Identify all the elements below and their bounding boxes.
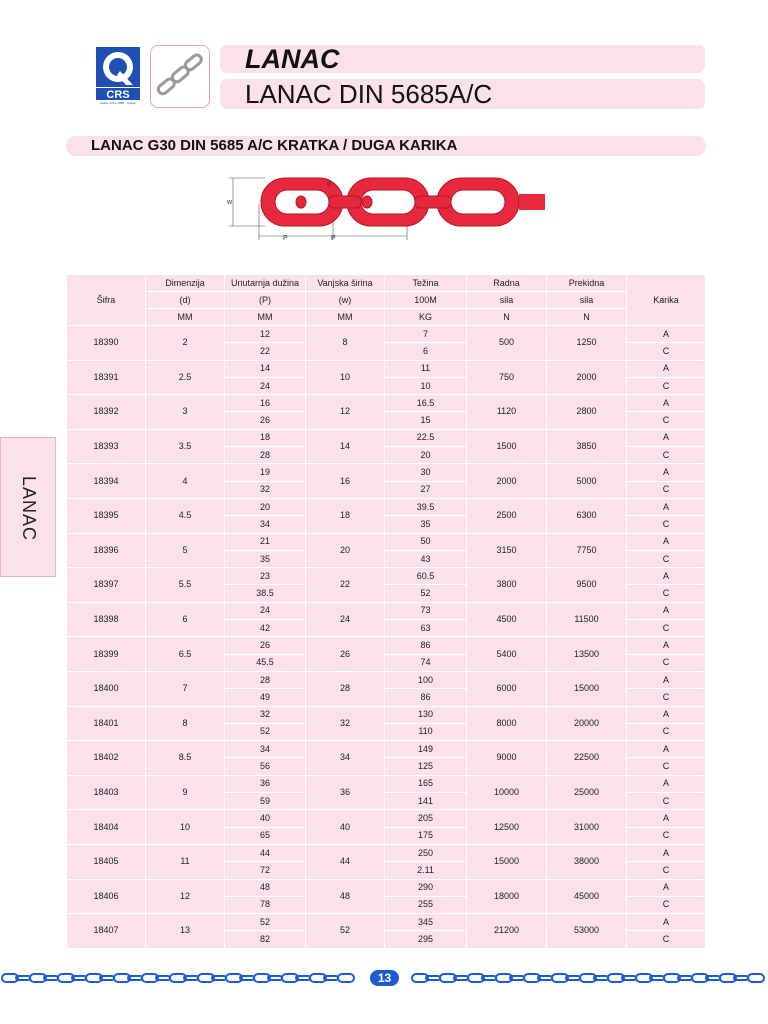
- cell-sifra: 18394: [67, 464, 146, 499]
- cell-dimenzija: 3.5: [146, 429, 225, 464]
- cell-karika: A: [627, 602, 706, 619]
- cell-unutarnja-duzina: 44: [225, 844, 306, 861]
- cell-tezina: 50: [385, 533, 467, 550]
- cell-sifra: 18398: [67, 602, 146, 637]
- header-karika: Karika: [627, 275, 706, 326]
- cell-unutarnja-duzina: 78: [225, 896, 306, 913]
- cell-karika: A: [627, 879, 706, 896]
- table-row: [67, 395, 706, 412]
- cell-sifra: 18401: [67, 706, 146, 741]
- cell-prekidna-sila: 38000: [547, 844, 627, 879]
- cell-sifra: 18393: [67, 429, 146, 464]
- header-row: [67, 275, 706, 292]
- cell-tezina: 86: [385, 637, 467, 654]
- cell-unutarnja-duzina: 38.5: [225, 585, 306, 602]
- cell-unutarnja-duzina: 65: [225, 827, 306, 844]
- cell-dimenzija: 5: [146, 533, 225, 568]
- cell-prekidna-sila: 15000: [547, 671, 627, 706]
- cell-prekidna-sila: 22500: [547, 741, 627, 776]
- cell-karika: A: [627, 360, 706, 377]
- cell-dimenzija: 4.5: [146, 498, 225, 533]
- cell-sifra: 18399: [67, 637, 146, 672]
- cell-unutarnja-duzina: 49: [225, 689, 306, 706]
- cell-karika: A: [627, 429, 706, 446]
- cell-karika: A: [627, 810, 706, 827]
- cell-sifra: 18397: [67, 568, 146, 603]
- cell-vanjska-sirina: 34: [306, 741, 385, 776]
- cell-vanjska-sirina: 12: [306, 395, 385, 430]
- cell-prekidna-sila: 45000: [547, 879, 627, 914]
- cell-prekidna-sila: 9500: [547, 568, 627, 603]
- cell-radna-sila: 8000: [467, 706, 547, 741]
- cell-vanjska-sirina: 8: [306, 326, 385, 361]
- cell-karika: A: [627, 464, 706, 481]
- cell-vanjska-sirina: 10: [306, 360, 385, 395]
- cell-vanjska-sirina: 26: [306, 637, 385, 672]
- cell-tezina: 130: [385, 706, 467, 723]
- header-cell: MM: [306, 309, 385, 326]
- diagram-label-p2: P: [331, 235, 336, 242]
- table-row: [67, 637, 706, 654]
- cell-dimenzija: 11: [146, 844, 225, 879]
- cell-karika: A: [627, 844, 706, 861]
- chain-link: [748, 974, 764, 982]
- header-cell: (w): [306, 292, 385, 309]
- table-row: [67, 671, 706, 688]
- table-row: [67, 706, 706, 723]
- cell-unutarnja-duzina: 20: [225, 498, 306, 515]
- logo-brand-text: CRS: [106, 89, 130, 101]
- cell-unutarnja-duzina: 34: [225, 741, 306, 758]
- header-cell: Unutarnja dužina: [225, 275, 306, 292]
- chain-link: [338, 974, 354, 982]
- table-row: [67, 326, 706, 343]
- cell-sifra: 18395: [67, 498, 146, 533]
- cell-unutarnja-duzina: 35: [225, 550, 306, 567]
- cell-radna-sila: 3800: [467, 568, 547, 603]
- cell-unutarnja-duzina: 12: [225, 326, 306, 343]
- table-row: [67, 498, 706, 515]
- cell-radna-sila: 10000: [467, 775, 547, 810]
- logo-tagline: quality since 1986 · zagreb: [100, 101, 136, 105]
- cell-vanjska-sirina: 18: [306, 498, 385, 533]
- cell-sifra: 18396: [67, 533, 146, 568]
- cell-unutarnja-duzina: 21: [225, 533, 306, 550]
- diagram-label-p1: P: [283, 235, 288, 242]
- cell-prekidna-sila: 31000: [547, 810, 627, 845]
- cell-prekidna-sila: 7750: [547, 533, 627, 568]
- cell-tezina: 16.5: [385, 395, 467, 412]
- cell-unutarnja-duzina: 32: [225, 706, 306, 723]
- cell-unutarnja-duzina: 28: [225, 671, 306, 688]
- cell-prekidna-sila: 2000: [547, 360, 627, 395]
- chain-thumbnail: [150, 45, 210, 108]
- table-row: [67, 775, 706, 792]
- cell-karika: C: [627, 758, 706, 775]
- page-number: 13: [370, 970, 399, 986]
- cell-karika: C: [627, 516, 706, 533]
- cell-dimenzija: 6: [146, 602, 225, 637]
- cell-karika: C: [627, 550, 706, 567]
- chain-icon: [151, 46, 209, 107]
- cell-unutarnja-duzina: 24: [225, 377, 306, 394]
- header-cell: KG: [385, 309, 467, 326]
- header-cell: N: [547, 309, 627, 326]
- cell-karika: C: [627, 793, 706, 810]
- cell-tezina: 255: [385, 896, 467, 913]
- cell-prekidna-sila: 53000: [547, 914, 627, 949]
- cell-unutarnja-duzina: 34: [225, 516, 306, 533]
- cell-karika: C: [627, 481, 706, 498]
- cell-unutarnja-duzina: 28: [225, 447, 306, 464]
- cell-vanjska-sirina: 16: [306, 464, 385, 499]
- header-row: [67, 292, 706, 309]
- side-tab-label: LANAC: [19, 476, 39, 542]
- cell-unutarnja-duzina: 40: [225, 810, 306, 827]
- page-title: LANAC: [245, 44, 340, 74]
- cell-karika: C: [627, 723, 706, 740]
- cell-karika: C: [627, 377, 706, 394]
- cell-karika: C: [627, 412, 706, 429]
- cell-tezina: 43: [385, 550, 467, 567]
- cell-karika: A: [627, 533, 706, 550]
- cell-karika: C: [627, 447, 706, 464]
- cell-karika: C: [627, 620, 706, 637]
- chain-diagram: [225, 168, 545, 246]
- cell-tezina: 10: [385, 377, 467, 394]
- cell-unutarnja-duzina: 36: [225, 775, 306, 792]
- cell-karika: A: [627, 914, 706, 931]
- cell-unutarnja-duzina: 24: [225, 602, 306, 619]
- cell-karika: C: [627, 654, 706, 671]
- cell-karika: C: [627, 343, 706, 360]
- cell-radna-sila: 2500: [467, 498, 547, 533]
- header-cell: (P): [225, 292, 306, 309]
- cell-tezina: 74: [385, 654, 467, 671]
- footer-chain-right: [410, 970, 768, 986]
- cell-dimenzija: 10: [146, 810, 225, 845]
- cell-tezina: 86: [385, 689, 467, 706]
- header-cell: Dimenzija: [146, 275, 225, 292]
- header-cell: sila: [467, 292, 547, 309]
- cell-radna-sila: 1500: [467, 429, 547, 464]
- cell-karika: C: [627, 896, 706, 913]
- cell-karika: C: [627, 862, 706, 879]
- cell-radna-sila: 6000: [467, 671, 547, 706]
- cell-tezina: 295: [385, 931, 467, 948]
- cell-radna-sila: 12500: [467, 810, 547, 845]
- cell-prekidna-sila: 1250: [547, 326, 627, 361]
- cell-unutarnja-duzina: 42: [225, 620, 306, 637]
- cell-radna-sila: 2000: [467, 464, 547, 499]
- section-title: LANAC G30 DIN 5685 A/C KRATKA / DUGA KARIKA: [91, 137, 458, 154]
- header-cell: Prekidna: [547, 275, 627, 292]
- cell-radna-sila: 1120: [467, 395, 547, 430]
- crs-logo: [93, 45, 143, 105]
- header-cell: (d): [146, 292, 225, 309]
- cell-tezina: 175: [385, 827, 467, 844]
- cell-radna-sila: 500: [467, 326, 547, 361]
- cell-unutarnja-duzina: 26: [225, 412, 306, 429]
- cell-vanjska-sirina: 52: [306, 914, 385, 949]
- cell-dimenzija: 5.5: [146, 568, 225, 603]
- header-sifra: Šifra: [67, 275, 146, 326]
- cell-vanjska-sirina: 48: [306, 879, 385, 914]
- cell-tezina: 345: [385, 914, 467, 931]
- cell-tezina: 110: [385, 723, 467, 740]
- cell-tezina: 22.5: [385, 429, 467, 446]
- cell-prekidna-sila: 13500: [547, 637, 627, 672]
- cell-sifra: 18407: [67, 914, 146, 949]
- header-cell: Radna: [467, 275, 547, 292]
- cell-unutarnja-duzina: 26: [225, 637, 306, 654]
- cell-dimenzija: 2.5: [146, 360, 225, 395]
- cell-radna-sila: 15000: [467, 844, 547, 879]
- cell-radna-sila: 9000: [467, 741, 547, 776]
- diagram-label-w: w: [227, 199, 233, 206]
- cell-sifra: 18405: [67, 844, 146, 879]
- cell-tezina: 35: [385, 516, 467, 533]
- cell-tezina: 250: [385, 844, 467, 861]
- cell-dimenzija: 8.5: [146, 741, 225, 776]
- cell-dimenzija: 6.5: [146, 637, 225, 672]
- cell-dimenzija: 9: [146, 775, 225, 810]
- cell-tezina: 141: [385, 793, 467, 810]
- cell-vanjska-sirina: 20: [306, 533, 385, 568]
- table-row: [67, 810, 706, 827]
- cell-prekidna-sila: 11500: [547, 602, 627, 637]
- cell-karika: C: [627, 689, 706, 706]
- cell-unutarnja-duzina: 45.5: [225, 654, 306, 671]
- cell-unutarnja-duzina: 52: [225, 723, 306, 740]
- cell-tezina: 100: [385, 671, 467, 688]
- cell-tezina: 6: [385, 343, 467, 360]
- cell-unutarnja-duzina: 56: [225, 758, 306, 775]
- cell-vanjska-sirina: 28: [306, 671, 385, 706]
- cell-dimenzija: 12: [146, 879, 225, 914]
- table-row: [67, 879, 706, 896]
- cell-dimenzija: 2: [146, 326, 225, 361]
- cell-dimenzija: 4: [146, 464, 225, 499]
- header-cell: Vanjska širina: [306, 275, 385, 292]
- cell-unutarnja-duzina: 59: [225, 793, 306, 810]
- cell-unutarnja-duzina: 52: [225, 914, 306, 931]
- cell-karika: C: [627, 585, 706, 602]
- cell-prekidna-sila: 3850: [547, 429, 627, 464]
- header-row: [67, 309, 706, 326]
- cell-karika: C: [627, 931, 706, 948]
- cell-vanjska-sirina: 36: [306, 775, 385, 810]
- cell-sifra: 18402: [67, 741, 146, 776]
- table-row: [67, 533, 706, 550]
- cell-sifra: 18391: [67, 360, 146, 395]
- header-cell: MM: [146, 309, 225, 326]
- cell-vanjska-sirina: 22: [306, 568, 385, 603]
- table-row: [67, 741, 706, 758]
- cell-tezina: 20: [385, 447, 467, 464]
- cell-tezina: 73: [385, 602, 467, 619]
- table-row: [67, 429, 706, 446]
- cell-unutarnja-duzina: 22: [225, 343, 306, 360]
- cell-dimenzija: 8: [146, 706, 225, 741]
- table-row: [67, 602, 706, 619]
- header-cell: sila: [547, 292, 627, 309]
- cell-tezina: 11: [385, 360, 467, 377]
- cell-unutarnja-duzina: 18: [225, 429, 306, 446]
- cell-karika: A: [627, 706, 706, 723]
- cell-tezina: 149: [385, 741, 467, 758]
- cell-sifra: 18392: [67, 395, 146, 430]
- cell-vanjska-sirina: 32: [306, 706, 385, 741]
- cell-sifra: 18400: [67, 671, 146, 706]
- cell-radna-sila: 5400: [467, 637, 547, 672]
- cell-dimenzija: 3: [146, 395, 225, 430]
- cell-unutarnja-duzina: 82: [225, 931, 306, 948]
- cell-tezina: 30: [385, 464, 467, 481]
- table-row: [67, 464, 706, 481]
- cell-karika: A: [627, 637, 706, 654]
- cell-vanjska-sirina: 24: [306, 602, 385, 637]
- cell-dimenzija: 7: [146, 671, 225, 706]
- cell-karika: C: [627, 827, 706, 844]
- cell-prekidna-sila: 2800: [547, 395, 627, 430]
- cell-tezina: 7: [385, 326, 467, 343]
- cell-unutarnja-duzina: 16: [225, 395, 306, 412]
- chain-spec-table: [66, 274, 706, 949]
- cell-unutarnja-duzina: 23: [225, 568, 306, 585]
- cell-prekidna-sila: 6300: [547, 498, 627, 533]
- cell-sifra: 18406: [67, 879, 146, 914]
- page-subtitle: LANAC DIN 5685A/C: [245, 79, 493, 109]
- diagram-label-d: d: [327, 181, 331, 188]
- cell-vanjska-sirina: 40: [306, 810, 385, 845]
- cell-radna-sila: 4500: [467, 602, 547, 637]
- cell-radna-sila: 750: [467, 360, 547, 395]
- cell-unutarnja-duzina: 19: [225, 464, 306, 481]
- cell-sifra: 18404: [67, 810, 146, 845]
- footer-chain-left: [0, 970, 360, 986]
- cell-karika: A: [627, 741, 706, 758]
- table-row: [67, 360, 706, 377]
- cell-karika: A: [627, 671, 706, 688]
- cell-radna-sila: 18000: [467, 879, 547, 914]
- table-row: [67, 844, 706, 861]
- header-cell: Težina: [385, 275, 467, 292]
- cell-tezina: 205: [385, 810, 467, 827]
- side-tab-label-wrap: [5, 474, 47, 544]
- cell-tezina: 2.11: [385, 862, 467, 879]
- cell-unutarnja-duzina: 14: [225, 360, 306, 377]
- cell-karika: A: [627, 775, 706, 792]
- cell-karika: A: [627, 498, 706, 515]
- cell-prekidna-sila: 5000: [547, 464, 627, 499]
- cell-prekidna-sila: 25000: [547, 775, 627, 810]
- cell-dimenzija: 13: [146, 914, 225, 949]
- cell-karika: A: [627, 326, 706, 343]
- cell-tezina: 52: [385, 585, 467, 602]
- cell-unutarnja-duzina: 32: [225, 481, 306, 498]
- cell-sifra: 18403: [67, 775, 146, 810]
- cell-tezina: 165: [385, 775, 467, 792]
- cell-vanjska-sirina: 14: [306, 429, 385, 464]
- cell-karika: A: [627, 395, 706, 412]
- cell-tezina: 39.5: [385, 498, 467, 515]
- table-header: [67, 275, 706, 326]
- header-cell: N: [467, 309, 547, 326]
- cell-tezina: 15: [385, 412, 467, 429]
- cell-karika: A: [627, 568, 706, 585]
- table-row: [67, 568, 706, 585]
- cell-tezina: 27: [385, 481, 467, 498]
- cell-tezina: 290: [385, 879, 467, 896]
- cell-tezina: 125: [385, 758, 467, 775]
- cell-radna-sila: 21200: [467, 914, 547, 949]
- table-body: [67, 326, 706, 949]
- header-cell: MM: [225, 309, 306, 326]
- cell-prekidna-sila: 20000: [547, 706, 627, 741]
- cell-unutarnja-duzina: 72: [225, 862, 306, 879]
- cell-tezina: 63: [385, 620, 467, 637]
- table-row: [67, 914, 706, 931]
- cell-tezina: 60.5: [385, 568, 467, 585]
- cell-vanjska-sirina: 44: [306, 844, 385, 879]
- cell-unutarnja-duzina: 48: [225, 879, 306, 896]
- header-cell: 100M: [385, 292, 467, 309]
- cell-radna-sila: 3150: [467, 533, 547, 568]
- cell-sifra: 18390: [67, 326, 146, 361]
